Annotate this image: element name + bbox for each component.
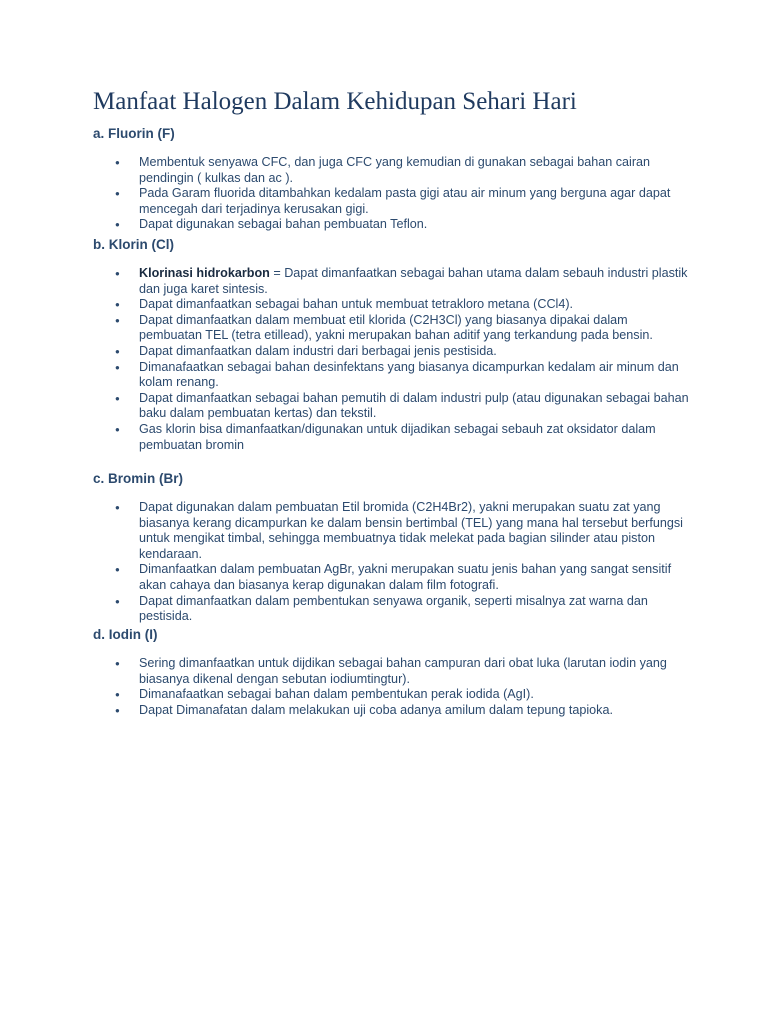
list-item bbox=[93, 562, 693, 593]
page-title: Manfaat Halogen Dalam Kehidupan Sehari Hari bbox=[93, 88, 577, 115]
list-item bbox=[93, 155, 693, 186]
bullet-icon: ● bbox=[115, 596, 120, 606]
list-item bbox=[93, 344, 693, 360]
list-item bbox=[93, 186, 693, 217]
section-heading-klorin: b. Klorin (Cl) bbox=[93, 237, 174, 252]
list-item-text: Pada Garam fluorida ditambahkan kedalam pasta gigi atau air minum yang berguna agar dapat mencegah dari terjadinya kerusakan gigi. bbox=[139, 186, 671, 216]
section-list-klorin bbox=[93, 266, 693, 453]
list-item-text: Membentuk senyawa CFC, dan juga CFC yang kemudian di gunakan sebagai bahan cairan pendingin ( kulkas dan ac ). bbox=[139, 155, 651, 185]
list-item bbox=[93, 297, 693, 313]
bullet-icon: ● bbox=[115, 362, 120, 372]
list-item-text: Dimanafaatkan sebagai bahan desinfektans yang biasanya dicampurkan kedalam air minum dan kolam renang. bbox=[139, 359, 679, 390]
list-item-text: Dapat dimanfaatkan dalam pembentukan senyawa organik, seperti misalnya zat warna dan pestisida. bbox=[139, 593, 648, 624]
section-heading-bromin: c. Bromin (Br) bbox=[93, 471, 184, 486]
bullet-icon: ● bbox=[115, 705, 120, 715]
list-item-lead: Klorinasi hidrokarbon bbox=[139, 266, 270, 280]
list-item-text: = Dapat dimanfaatkan sebagai bahan utama dalam sebauh industri plastik dan juga karet sintesis. bbox=[139, 266, 688, 296]
section-heading-iodin: d. Iodin (I) bbox=[93, 627, 158, 642]
list-item bbox=[93, 422, 693, 453]
bullet-icon: ● bbox=[115, 393, 120, 403]
list-item-text: Dimanafaatkan sebagai bahan dalam pembentukan perak iodida (AgI). bbox=[139, 687, 534, 702]
bullet-icon: ● bbox=[115, 158, 120, 167]
bullet-icon: ● bbox=[115, 659, 120, 668]
list-item bbox=[93, 313, 693, 344]
list-item bbox=[93, 687, 693, 703]
list-item-text: Dimanfaatkan dalam pembuatan AgBr, yakni merupakan suatu jenis bahan yang sangat sensitif akan cahaya dan biasanya kerap digunakan dalam film fotografi. bbox=[139, 562, 672, 592]
list-item bbox=[93, 360, 693, 391]
list-item-text: Dapat dimanfaatkan dalam industri dari berbagai jenis pestisida. bbox=[139, 343, 497, 358]
list-item-text: Dapat digunakan sebagai bahan pembuatan Teflon. bbox=[139, 217, 428, 232]
bullet-icon: ● bbox=[115, 269, 120, 278]
list-item bbox=[93, 594, 693, 625]
bullet-icon: ● bbox=[115, 690, 120, 700]
list-item bbox=[93, 656, 693, 687]
list-item bbox=[93, 391, 693, 422]
list-item-text: Sering dimanfaatkan untuk dijdikan sebagai bahan campuran dari obat luka (larutan iodin yang biasanya dikenal dengan sebutan iodiumtingtur). bbox=[139, 656, 667, 686]
bullet-icon: ● bbox=[115, 220, 120, 230]
list-item-text: Gas klorin bisa dimanfaatkan/digunakan untuk dijadikan sebagai sebauh zat oksidator dalam pembuatan bromin bbox=[139, 421, 656, 452]
list-item bbox=[93, 703, 693, 719]
bullet-icon: ● bbox=[115, 346, 120, 356]
bullet-icon: ● bbox=[115, 300, 120, 310]
section-list-iodin bbox=[93, 656, 693, 718]
list-item-text: Dapat dimanfaatkan sebagai bahan pemutih di dalam industri pulp (atau digunakan sebagai bahan baku dalam pembuatan kertas) dan tekstil. bbox=[139, 390, 689, 421]
list-item bbox=[93, 217, 693, 233]
section-list-fluorin bbox=[93, 155, 693, 233]
section-heading-fluorin: a. Fluorin (F) bbox=[93, 126, 175, 141]
bullet-icon: ● bbox=[115, 189, 120, 199]
list-item-text: Dapat Dimanafatan dalam melakukan uji coba adanya amilum dalam tepung tapioka. bbox=[139, 702, 613, 717]
bullet-icon: ● bbox=[115, 424, 120, 434]
list-item-text: Dapat dimanfaatkan sebagai bahan untuk membuat tetrakloro metana (CCl4). bbox=[139, 297, 574, 312]
list-item bbox=[93, 500, 693, 562]
bullet-icon: ● bbox=[115, 315, 120, 325]
bullet-icon: ● bbox=[115, 503, 120, 512]
list-item bbox=[93, 266, 693, 297]
list-item-text: Dapat dimanfaatkan dalam membuat etil klorida (C2H3Cl) yang biasanya dipakai dalam pembuatan TEL (tetra etillead), yakni merupakan bahan aditif yang terkandung pada bensin. bbox=[139, 312, 653, 343]
list-item-text: Dapat digunakan dalam pembuatan Etil bromida (C2H4Br2), yakni merupakan suatu zat yang biasanya kerang dicampurkan ke dalam bensin bertimbal (TEL) yang mana hal tersebut berfungsi untuk mengikat timbal, sehingga membuatnya tidak melekat pada bagian silinder atau piston kendaraan. bbox=[139, 500, 683, 561]
bullet-icon: ● bbox=[115, 565, 120, 575]
section-list-bromin bbox=[93, 500, 693, 625]
